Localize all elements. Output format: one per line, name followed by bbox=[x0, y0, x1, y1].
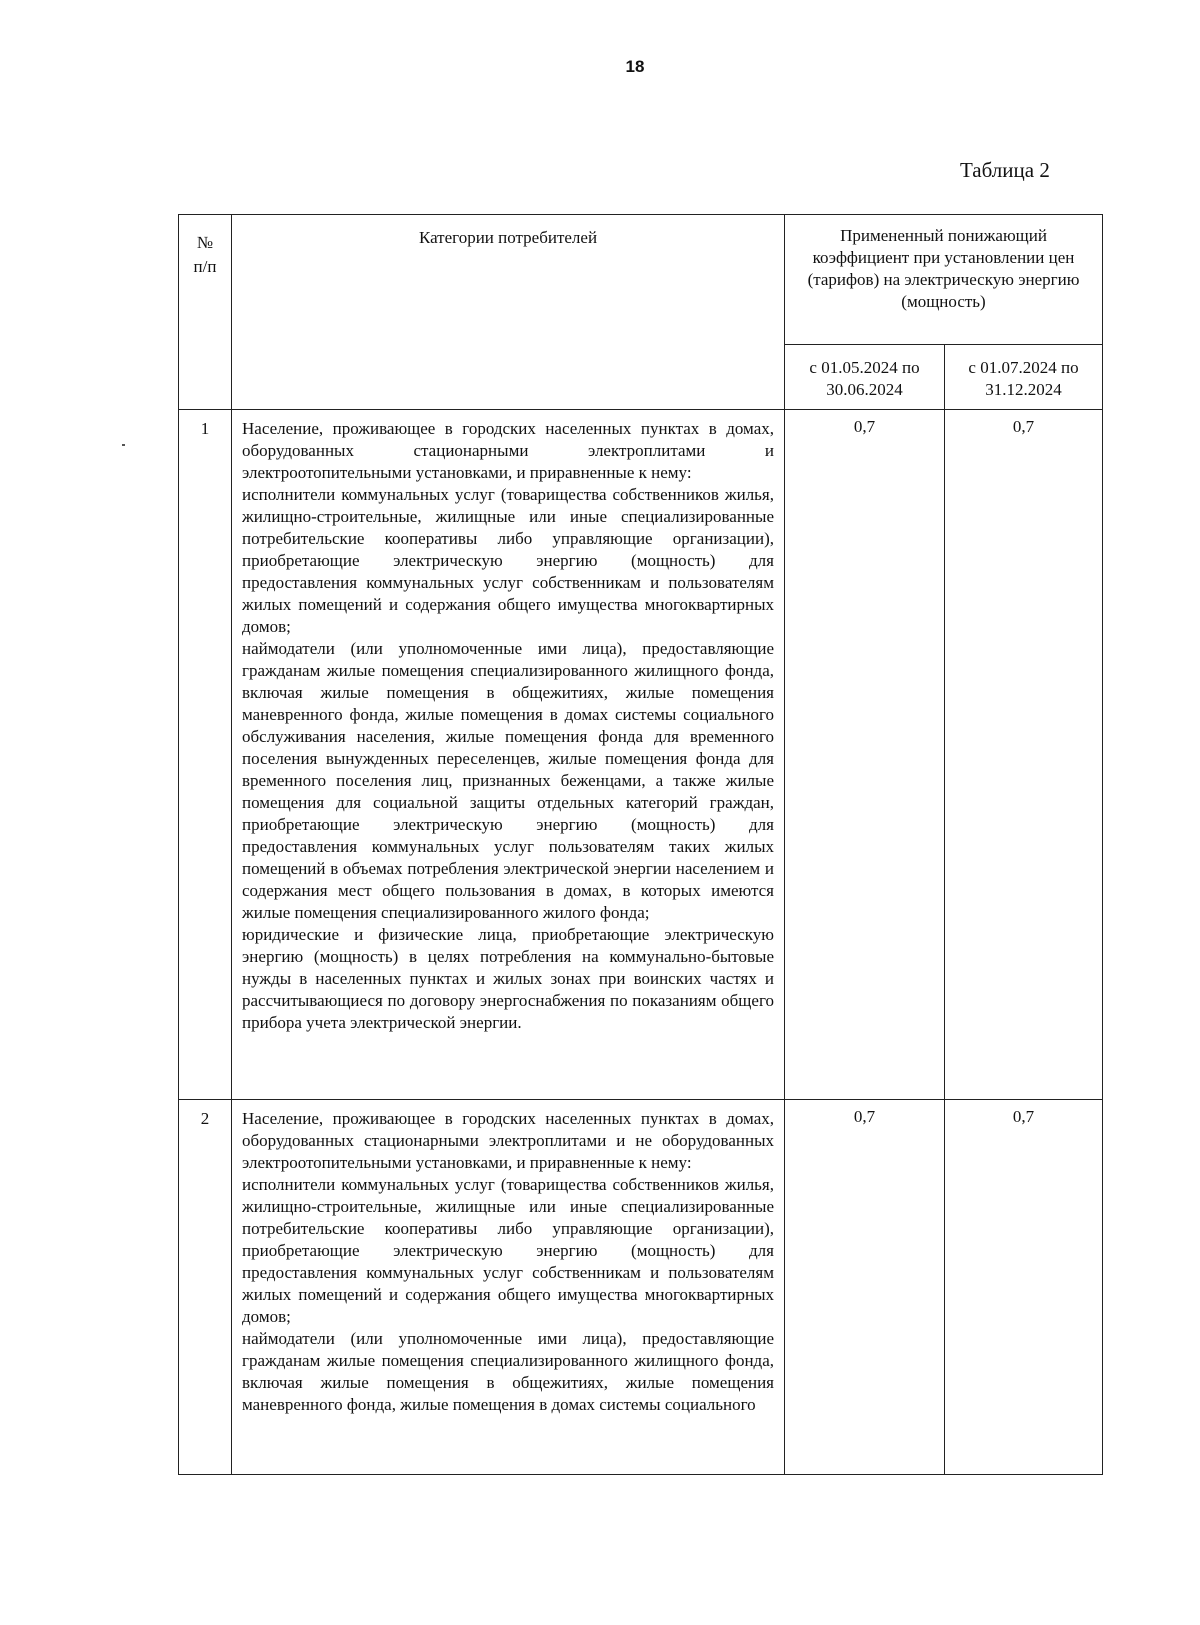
category-paragraph: Население, проживающее в городских населенных пунктах в домах, оборудованных стационарными электроплитами и не оборудованных электроотопительными установками, и приравненные к нему: bbox=[242, 1109, 774, 1172]
tariff-coefficient-table bbox=[178, 214, 1103, 1475]
category-paragraph: исполнители коммунальных услуг (товарищества собственников жилья, жилищно-строительные, жилищные или иные специализированные потребительские кооперативы либо управляющие организации), приобретающие электрическую энергию (мощность) для предоставления коммунальных услуг собственникам и пользователям жилых помещений и содержания общего имущества многоквартирных домов; bbox=[242, 1175, 774, 1326]
scan-artifact bbox=[122, 444, 125, 446]
row-number: 1 bbox=[179, 410, 232, 1100]
row-value-period-2: 0,7 bbox=[945, 1100, 1103, 1475]
category-paragraph: исполнители коммунальных услуг (товарищества собственников жилья, жилищно-строительные, жилищные или иные специализированные потребительские кооперативы либо управляющие организации), приобретающие электрическую энергию (мощность) для предоставления коммунальных услуг собственникам и пользователям жилых помещений и содержания общего имущества многоквартирных домов; bbox=[242, 485, 774, 636]
row-value-period-1: 0,7 bbox=[785, 1100, 945, 1475]
header-row bbox=[179, 215, 1103, 345]
category-paragraph: Население, проживающее в городских населенных пунктах в домах, оборудованных стационарными электроплитами и электроотопительными установками, и приравненные к нему: bbox=[242, 419, 774, 482]
row-category-text bbox=[232, 410, 785, 1100]
category-paragraph: наймодатели (или уполномоченные ими лица), предоставляющие гражданам жилые помещения специализированного жилищного фонда, включая жилые помещения в общежитиях, жилые помещения маневренного фонда, жилые помещения в домах системы социального bbox=[242, 1329, 774, 1414]
table-row bbox=[179, 1100, 1103, 1475]
row-number: 2 bbox=[179, 1100, 232, 1475]
row-category-text bbox=[232, 1100, 785, 1475]
header-period-1: с 01.05.2024 по 30.06.2024 bbox=[785, 344, 945, 409]
row-value-period-1: 0,7 bbox=[785, 410, 945, 1100]
table-caption: Таблица 2 bbox=[960, 158, 1050, 182]
header-category: Категории потребителей bbox=[232, 215, 785, 410]
header-number-label: № п/п bbox=[193, 233, 217, 276]
category-paragraph: юридические и физические лица, приобретающие электрическую энергию (мощность) в целях потребления на коммунально-бытовые нужды в населенных пунктах и жилых зонах при воинских частях и рассчитывающиеся по договору энергоснабжения по показаниям общего прибора учета электрической энергии. bbox=[242, 925, 774, 1032]
header-coefficient: Примененный понижающий коэффициент при установлении цен (тарифов) на электрическую энергию (мощность) bbox=[785, 215, 1103, 345]
category-paragraph: наймодатели (или уполномоченные ими лица), предоставляющие гражданам жилые помещения специализированного жилищного фонда, включая жилые помещения в общежитиях, жилые помещения маневренного фонда, жилые помещения в домах системы социального обслуживания населения, жилые помещения фонда для временного поселения вынужденных переселенцев, жилые помещения фонда для временного поселения лиц, признанных беженцами, а также жилые помещения для социальной защиты отдельных категорий граждан, приобретающие электрическую энергию (мощность) для предоставления коммунальных услуг пользователям таких жилых помещений в объемах потребления электрической энергии населением и содержания мест общего пользования в домах, в которых имеются жилые помещения специализированного жилого фонда; bbox=[242, 639, 774, 922]
row-value-period-2: 0,7 bbox=[945, 410, 1103, 1100]
page-number: 18 bbox=[625, 57, 645, 76]
header-period-2: с 01.07.2024 по 31.12.2024 bbox=[945, 344, 1103, 409]
header-number bbox=[179, 215, 232, 410]
table-row bbox=[179, 410, 1103, 1100]
